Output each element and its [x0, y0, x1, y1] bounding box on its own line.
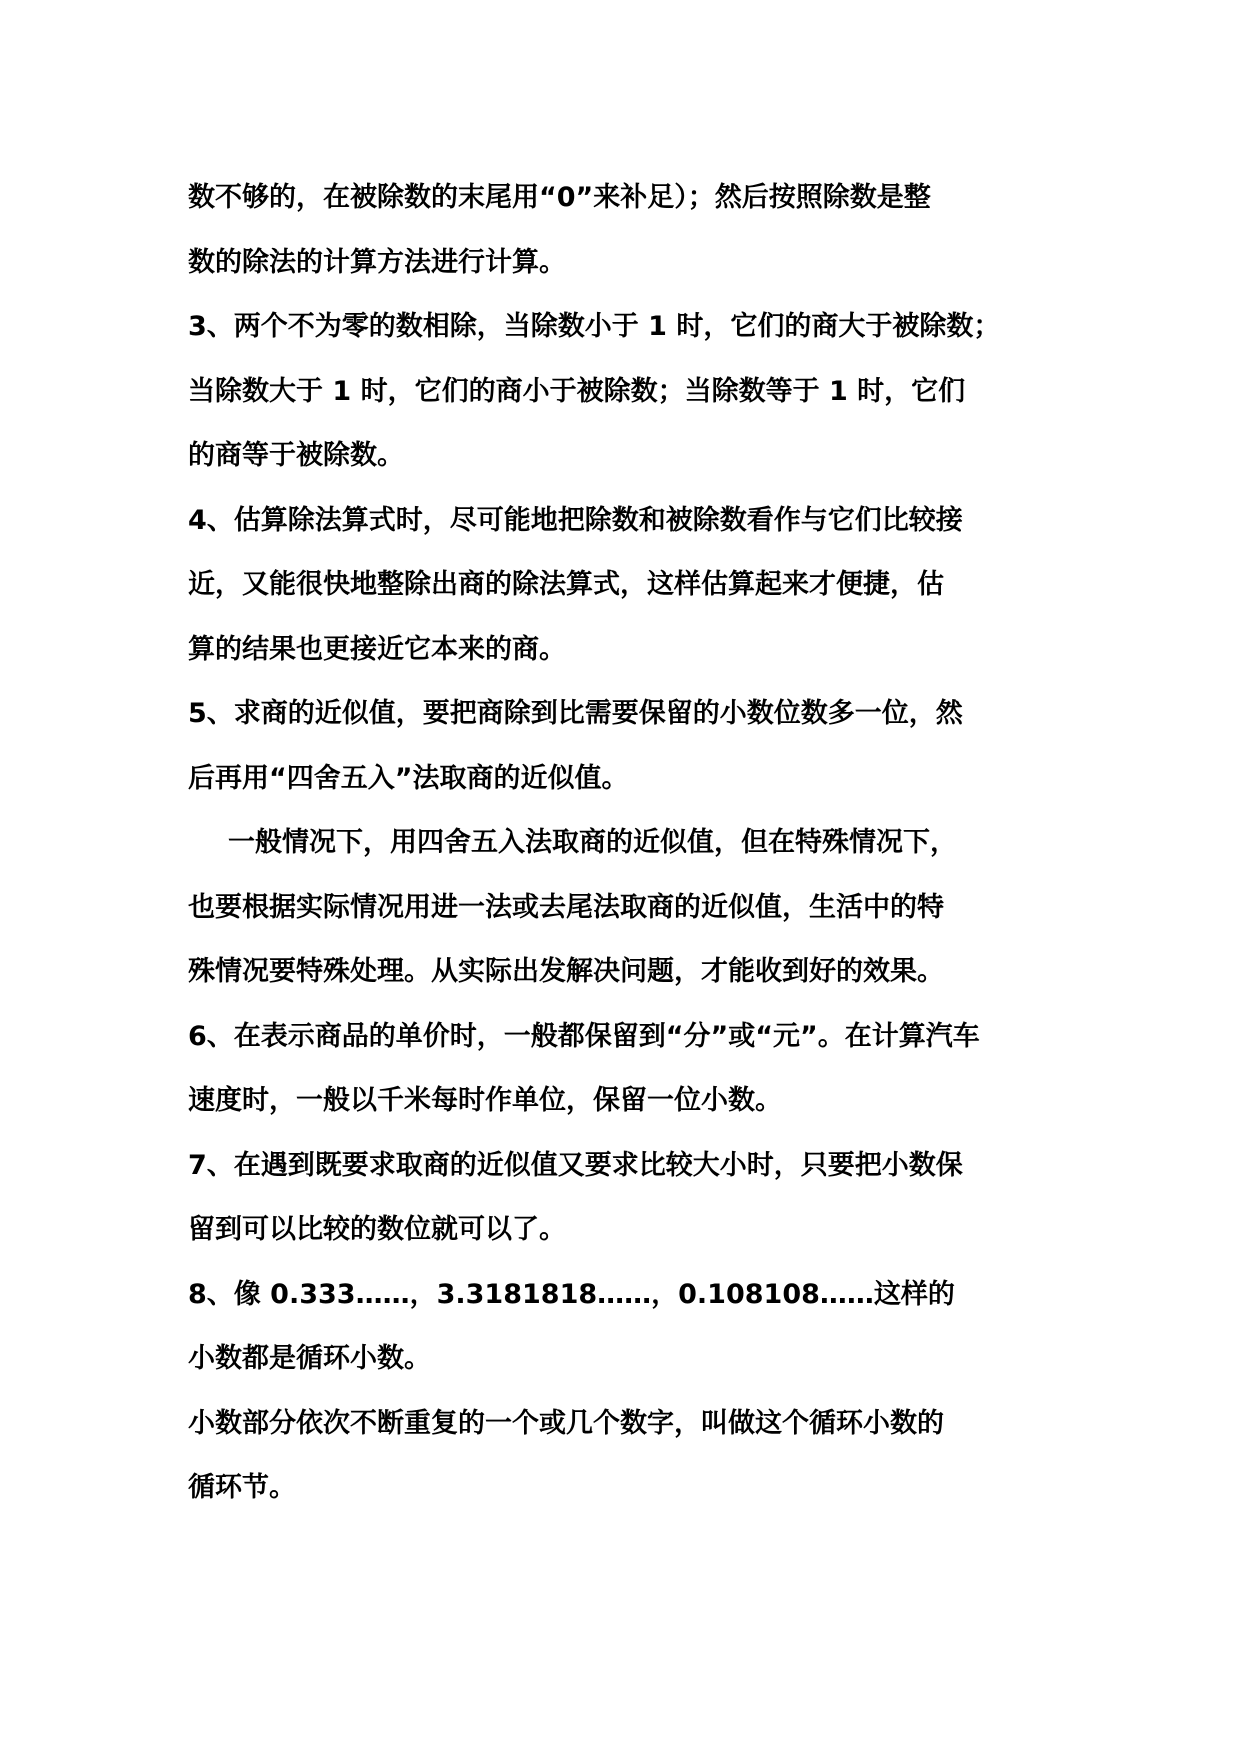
text-line: 5、求商的近似值，要把商除到比需要保留的小数位数多一位，然 — [188, 698, 963, 729]
text-line: 算的结果也更接近它本来的商。 — [188, 633, 566, 665]
text-line: 后再用“四舍五入”法取商的近似值。 — [188, 762, 629, 794]
text-line: 速度时，一般以千米每时作单位，保留一位小数。 — [188, 1085, 782, 1116]
text-line: 4、估算除法算式时，尽可能地把除数和被除数看作与它们比较接 — [188, 504, 963, 536]
document-body — [188, 166, 1088, 1521]
text-line: 小数部分依次不断重复的一个或几个数字，叫做这个循环小数的 — [188, 1407, 944, 1439]
text-line: 数不够的，在被除数的末尾用“0”来补足）；然后按照除数是整 — [188, 182, 931, 213]
text-line: 7、在遇到既要求取商的近似值又要求比较大小时，只要把小数保 — [188, 1149, 963, 1181]
text-line: 的商等于被除数。 — [188, 440, 404, 471]
text-line: 8、像 0.333……，3.3181818……，0.108108……这样的 — [188, 1278, 955, 1310]
text-line-indented: 一般情况下，用四舍五入法取商的近似值，但在特殊情况下， — [228, 827, 957, 858]
text-line: 数的除法的计算方法进行计算。 — [188, 246, 566, 278]
text-line: 殊情况要特殊处理。从实际出发解决问题，才能收到好的效果。 — [188, 956, 944, 987]
text-line: 6、在表示商品的单价时，一般都保留到“分”或“元”。在计算汽车 — [188, 1020, 980, 1052]
text-line: 近，又能很快地整除出商的除法算式，这样估算起来才便捷，估 — [188, 569, 944, 600]
text-line: 当除数大于 1 时，它们的商小于被除数；当除数等于 1 时，它们 — [188, 375, 966, 407]
text-line: 循环节。 — [188, 1472, 296, 1503]
text-line: 3、两个不为零的数相除，当除数小于 1 时，它们的商大于被除数； — [188, 311, 1001, 342]
text-line: 也要根据实际情况用进一法或去尾法取商的近似值，生活中的特 — [188, 891, 944, 923]
text-line: 留到可以比较的数位就可以了。 — [188, 1214, 566, 1245]
text-line: 小数都是循环小数。 — [188, 1343, 431, 1374]
